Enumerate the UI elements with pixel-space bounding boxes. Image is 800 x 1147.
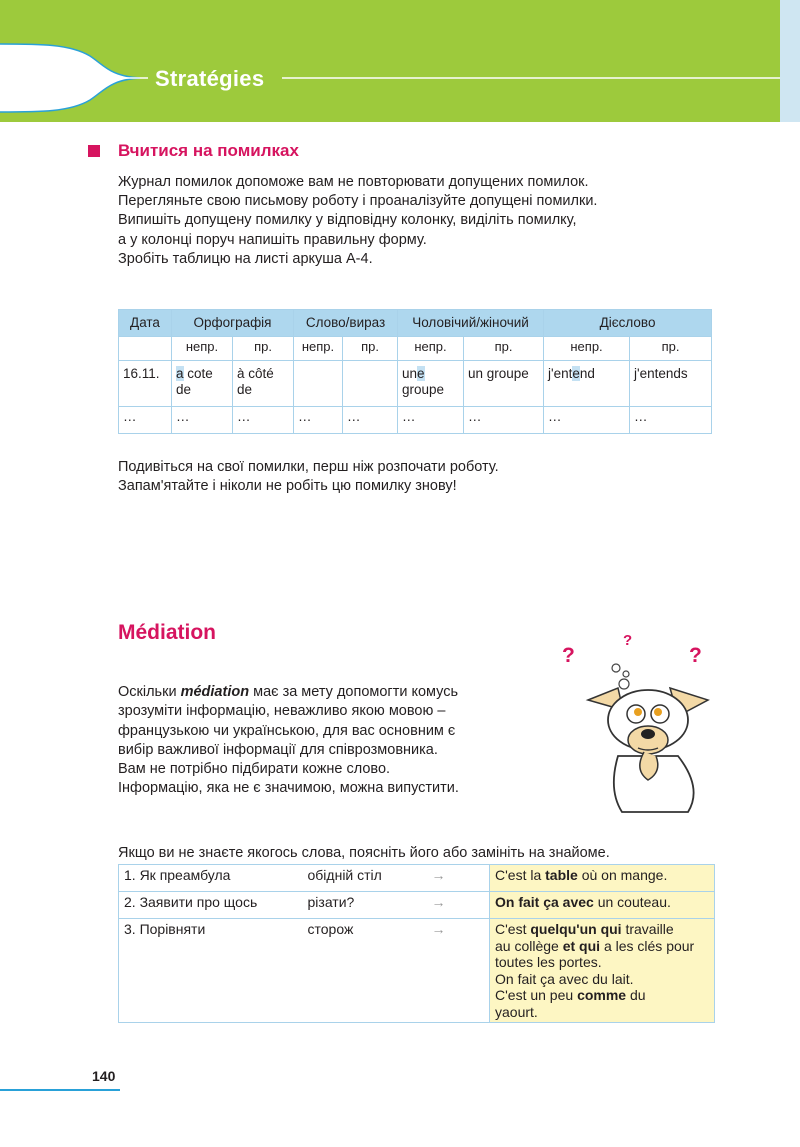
cell-task: 1. Як преамбула: [119, 865, 303, 892]
cell-word-wrong: [294, 361, 343, 407]
table-row: [119, 865, 715, 892]
mediation-line: [118, 683, 459, 702]
mediation-line: французькою чи українською, для вас основним є: [118, 722, 456, 739]
mediation-table: [118, 864, 715, 1023]
outro-line: Запам'ятайте і ніколи не робіть цю помилку знову!: [118, 478, 457, 495]
error-highlight: a: [176, 366, 184, 381]
expl-line: yaourt.: [495, 1003, 538, 1020]
mistake-log-table: [118, 309, 712, 434]
table-row: [119, 407, 712, 434]
header-verb: Дієслово: [544, 310, 712, 337]
expl-line: toutes les portes.: [495, 954, 602, 970]
mediation-line: Інформацію, яка не є значимою, можна випустити.: [118, 780, 459, 797]
subheader-wrong: непр.: [544, 337, 630, 361]
mediation-line: зрозуміти інформацію, неважливо якою мовою –: [118, 703, 446, 720]
cell-text: groupe: [402, 382, 445, 397]
subheader-right: пр.: [343, 337, 398, 361]
expl-bold: comme: [577, 987, 627, 1003]
cell-ellipsis: …: [294, 407, 343, 434]
expl-text: C'est: [495, 921, 531, 937]
cell-verb-right: j'entends: [630, 361, 712, 407]
cell-ellipsis: …: [398, 407, 464, 434]
outro-paragraph: [118, 458, 499, 496]
cell-word-right: [343, 361, 398, 407]
cell-word: різати?: [303, 892, 427, 919]
subheader-right: пр.: [233, 337, 294, 361]
expl-line: [495, 987, 709, 1004]
expl-text: C'est un peu: [495, 987, 578, 1003]
cell-ellipsis: …: [630, 407, 712, 434]
section-heading-mistakes: Вчитися на помилках: [118, 141, 299, 160]
table-header-row: [119, 310, 712, 337]
error-highlight: e: [417, 366, 425, 381]
outro-line: Подивіться на свої помилки, перш ніж розпочати роботу.: [118, 459, 499, 475]
cell-ellipsis: …: [172, 407, 233, 434]
arrow-icon: →: [427, 865, 490, 892]
intro-paragraph: [118, 173, 597, 269]
banner-decoration: [0, 0, 800, 122]
mediation-table-intro: Якщо ви не знаєте якогось слова, поясніть його або замініть на знайоме.: [118, 845, 610, 861]
cell-gender-right: un groupe: [464, 361, 544, 407]
expl-text: un couteau.: [593, 894, 671, 910]
expl-text: a les clés pour: [600, 937, 695, 954]
intro-line: Перегляньте свою письмову роботу і проаналізуйте допущені помилки.: [118, 193, 598, 210]
cell-text: cote: [183, 366, 213, 381]
cell-task: 2. Заявити про щось: [119, 892, 303, 919]
cell-date: 16.11.: [119, 361, 172, 407]
mediation-paragraph: [118, 683, 459, 799]
cell-ellipsis: …: [544, 407, 630, 434]
banner-wave-shape: [0, 44, 140, 112]
mediation-text: має за мету допомогти комусь: [249, 684, 459, 700]
expl-text: du: [626, 987, 646, 1003]
cell-task: 3. Порівняти: [119, 919, 303, 1023]
mediation-line: вибір важливої інформації для співрозмовника.: [118, 741, 438, 758]
cell-ellipsis: …: [464, 407, 544, 434]
bullet-square-icon: [88, 145, 100, 157]
subheader-wrong: непр.: [398, 337, 464, 361]
expl-bold: On fait ça avec: [495, 894, 594, 910]
cell-explanation: [490, 919, 715, 1023]
intro-line: Журнал помилок допоможе вам не повторювати допущених помилок.: [118, 174, 589, 190]
question-mark-icon: ?: [623, 632, 633, 649]
expl-line: [495, 921, 709, 938]
error-highlight: e: [572, 366, 580, 381]
header-word-expression: Слово/вираз: [294, 310, 398, 337]
mediation-line: Вам не потрібно підбирати кожне слово.: [118, 761, 391, 778]
question-mark-icon: ?: [689, 644, 702, 667]
cell-gender-wrong: [398, 361, 464, 407]
expl-text: travaille: [621, 921, 674, 937]
cell-text: un: [402, 366, 418, 381]
cell-text: à côté: [237, 366, 274, 381]
header-date: Дата: [119, 310, 172, 337]
subheader-right: пр.: [464, 337, 544, 361]
cell-ellipsis: …: [343, 407, 398, 434]
expl-line: On fait ça avec du lait.: [495, 970, 634, 987]
mediation-text: Оскільки: [118, 684, 181, 700]
page-number: 140: [92, 1068, 116, 1084]
subheader-wrong: непр.: [172, 337, 233, 361]
cell-orth-wrong: [172, 361, 233, 407]
expl-bold: quelqu'un qui: [530, 921, 622, 937]
cell-ellipsis: …: [233, 407, 294, 434]
arrow-icon: →: [427, 892, 490, 919]
subheader-right: пр.: [630, 337, 712, 361]
cell-text: de: [237, 382, 253, 397]
arrow-icon: →: [427, 919, 490, 1023]
cell-text: de: [176, 382, 192, 397]
cell-word: обідній стіл: [303, 865, 427, 892]
table-row: [119, 919, 715, 1023]
cell-orth-right: [233, 361, 294, 407]
thinking-mascot-illustration: [578, 660, 728, 818]
intro-line: а у колонці поруч напишіть правильну форму.: [118, 231, 427, 248]
cell-explanation: [490, 892, 715, 919]
subheader-empty: [119, 337, 172, 361]
intro-line: Випишіть допущену помилку у відповідну колонку, виділіть помилку,: [118, 212, 577, 229]
intro-line: Зробіть таблицю на листі аркуша А-4.: [118, 250, 373, 267]
subheader-wrong: непр.: [294, 337, 343, 361]
cell-explanation: [490, 865, 715, 892]
cell-verb-wrong: [544, 361, 630, 407]
expl-line: [495, 938, 709, 955]
table-subheader-row: [119, 337, 712, 361]
footer-rule: [0, 1089, 120, 1091]
cell-word: сторож: [303, 919, 427, 1023]
cell-text: j'ent: [548, 366, 573, 381]
table-row: [119, 361, 712, 407]
cell-text: nd: [579, 366, 595, 381]
expl-text: au collège: [495, 937, 563, 954]
table-row: [119, 892, 715, 919]
expl-bold: et qui: [562, 937, 601, 954]
banner-title: Stratégies: [155, 66, 265, 91]
expl-bold: table: [545, 867, 578, 883]
expl-text: où on mange.: [577, 867, 668, 883]
cell-ellipsis: …: [119, 407, 172, 434]
question-mark-icon: ?: [562, 644, 575, 667]
header-orthography: Орфографія: [172, 310, 294, 337]
expl-text: C'est la: [495, 867, 546, 883]
mediation-heading: Médiation: [118, 621, 216, 644]
header-gender: Чоловічий/жіночий: [398, 310, 544, 337]
mediation-term: médiation: [180, 684, 250, 700]
